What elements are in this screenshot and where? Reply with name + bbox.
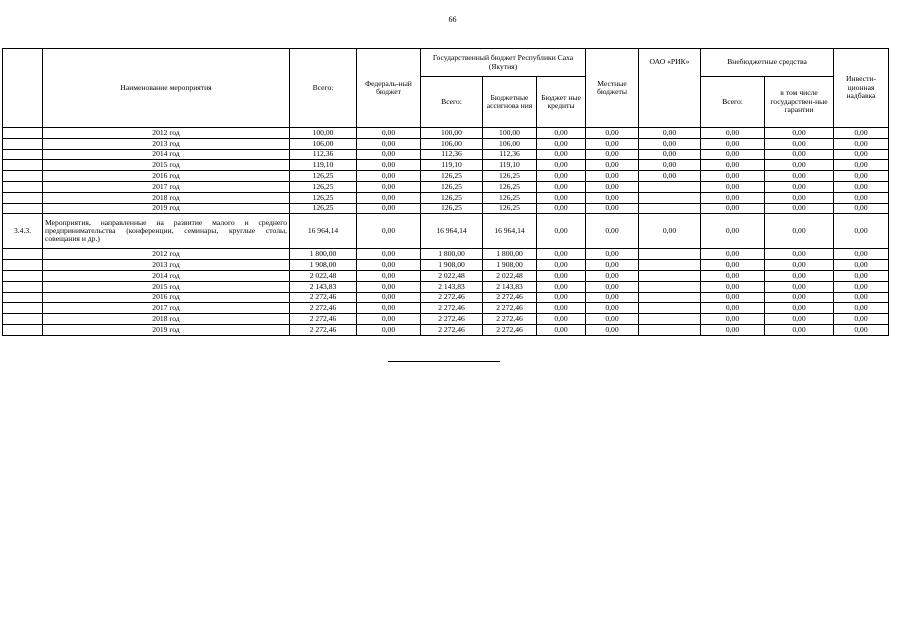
cell-local: 0,00: [586, 171, 639, 182]
cell-state-total: 16 964,14: [421, 214, 483, 249]
page-number: 66: [448, 15, 457, 24]
cell-credits: 0,00: [537, 192, 586, 203]
cell-local: 0,00: [586, 160, 639, 171]
cell-credits: 0,00: [537, 281, 586, 292]
cell-invest: 0,00: [834, 270, 889, 281]
cell-guarantee: 0,00: [765, 138, 834, 149]
cell-invest: 0,00: [834, 292, 889, 303]
cell-assign: 2 143,83: [483, 281, 537, 292]
cell-state-total: 2 272,46: [421, 303, 483, 314]
cell-state-total: 126,25: [421, 181, 483, 192]
cell-total: 2 022,48: [290, 270, 357, 281]
cell-rik: [639, 192, 701, 203]
cell-year: 2012 год: [43, 128, 290, 139]
cell-year: 2018 год: [43, 314, 290, 325]
cell-total: 2 272,46: [290, 292, 357, 303]
cell-year: 2018 год: [43, 192, 290, 203]
cell-federal: 0,00: [357, 249, 421, 260]
cell-local: 0,00: [586, 203, 639, 214]
cell-guarantee: 0,00: [765, 324, 834, 335]
table-row: [3, 149, 889, 160]
cell-guarantee: 0,00: [765, 260, 834, 271]
cell-local: 0,00: [586, 138, 639, 149]
cell-year: 2019 год: [43, 203, 290, 214]
cell-total: 100,00: [290, 128, 357, 139]
cell-federal: 0,00: [357, 324, 421, 335]
cell-state-total: 119,10: [421, 160, 483, 171]
cell-year: 2016 год: [43, 171, 290, 182]
cell-federal: 0,00: [357, 138, 421, 149]
cell-state-total: 100,00: [421, 128, 483, 139]
cell-invest: 0,00: [834, 138, 889, 149]
cell-local: 0,00: [586, 149, 639, 160]
cell-assign: 126,25: [483, 181, 537, 192]
cell-total: 2 272,46: [290, 324, 357, 335]
header-off-guarantee: в том числе государствен-ные гарантии: [765, 77, 834, 128]
header-state-credits: Бюджет ные кредиты: [537, 77, 586, 128]
cell-state-total: 1 800,00: [421, 249, 483, 260]
cell-code: [3, 203, 43, 214]
cell-assign: 1 908,00: [483, 260, 537, 271]
cell-total: 16 964,14: [290, 214, 357, 249]
cell-federal: 0,00: [357, 314, 421, 325]
cell-total: 126,25: [290, 171, 357, 182]
header-rik: ОАО «РИК»: [639, 49, 701, 128]
cell-assign: 2 272,46: [483, 292, 537, 303]
cell-rik: 0,00: [639, 149, 701, 160]
header-offbudget: Внебюджетные средства: [701, 49, 834, 77]
cell-guarantee: 0,00: [765, 270, 834, 281]
cell-total: 112,36: [290, 149, 357, 160]
cell-year: 2019 год: [43, 324, 290, 335]
cell-credits: 0,00: [537, 270, 586, 281]
cell-code: [3, 324, 43, 335]
table-row: [3, 314, 889, 325]
cell-credits: 0,00: [537, 160, 586, 171]
cell-total: 2 272,46: [290, 314, 357, 325]
cell-federal: 0,00: [357, 281, 421, 292]
cell-rik: [639, 270, 701, 281]
cell-off-total: 0,00: [701, 192, 765, 203]
cell-state-total: 112,36: [421, 149, 483, 160]
cell-year: 2017 год: [43, 303, 290, 314]
table-row: [3, 181, 889, 192]
table-row: [3, 324, 889, 335]
cell-assign: 126,25: [483, 171, 537, 182]
cell-invest: 0,00: [834, 324, 889, 335]
cell-assign: 106,00: [483, 138, 537, 149]
cell-state-total: 2 272,46: [421, 292, 483, 303]
cell-code: [3, 314, 43, 325]
cell-credits: 0,00: [537, 303, 586, 314]
cell-assign: 112,36: [483, 149, 537, 160]
table-row: [3, 128, 889, 139]
cell-guarantee: 0,00: [765, 214, 834, 249]
cell-year: 2015 год: [43, 281, 290, 292]
cell-rik: 0,00: [639, 214, 701, 249]
cell-code: [3, 181, 43, 192]
cell-year: 2015 год: [43, 160, 290, 171]
cell-year: 2013 год: [43, 260, 290, 271]
cell-guarantee: 0,00: [765, 292, 834, 303]
cell-invest: 0,00: [834, 203, 889, 214]
header-name: Наименование мероприятия: [43, 49, 290, 128]
cell-year: 2012 год: [43, 249, 290, 260]
cell-total: 1 800,00: [290, 249, 357, 260]
cell-state-total: 126,25: [421, 171, 483, 182]
cell-local: 0,00: [586, 324, 639, 335]
header-state-budget: Государственный бюджет Республики Саха (Якутия): [421, 49, 586, 77]
cell-federal: 0,00: [357, 303, 421, 314]
cell-assign: 119,10: [483, 160, 537, 171]
cell-code: [3, 249, 43, 260]
cell-off-total: 0,00: [701, 203, 765, 214]
table-row: [3, 281, 889, 292]
table-row: [3, 203, 889, 214]
cell-credits: 0,00: [537, 203, 586, 214]
cell-credits: 0,00: [537, 128, 586, 139]
cell-code: [3, 160, 43, 171]
cell-total: 126,25: [290, 203, 357, 214]
cell-year: 2014 год: [43, 270, 290, 281]
cell-assign: 126,25: [483, 192, 537, 203]
cell-off-total: 0,00: [701, 171, 765, 182]
cell-federal: 0,00: [357, 270, 421, 281]
cell-local: 0,00: [586, 214, 639, 249]
cell-guarantee: 0,00: [765, 160, 834, 171]
cell-guarantee: 0,00: [765, 128, 834, 139]
table-row: [3, 171, 889, 182]
header-off-total: Всего:: [701, 77, 765, 128]
cell-credits: 0,00: [537, 324, 586, 335]
cell-off-total: 0,00: [701, 214, 765, 249]
cell-rik: [639, 324, 701, 335]
cell-total: 126,25: [290, 192, 357, 203]
table-row: [3, 303, 889, 314]
cell-credits: 0,00: [537, 314, 586, 325]
cell-federal: 0,00: [357, 171, 421, 182]
cell-assign: 2 272,46: [483, 314, 537, 325]
cell-code: [3, 281, 43, 292]
cell-invest: 0,00: [834, 171, 889, 182]
budget-table: [2, 48, 889, 336]
cell-state-total: 106,00: [421, 138, 483, 149]
cell-local: 0,00: [586, 314, 639, 325]
cell-guarantee: 0,00: [765, 314, 834, 325]
item-code: 3.4.3.: [3, 214, 43, 249]
cell-local: 0,00: [586, 181, 639, 192]
cell-credits: 0,00: [537, 292, 586, 303]
table-row: [3, 249, 889, 260]
cell-code: [3, 192, 43, 203]
cell-invest: 0,00: [834, 149, 889, 160]
cell-rik: [639, 203, 701, 214]
header-federal: Федераль-ный бюджет: [357, 49, 421, 128]
cell-code: [3, 149, 43, 160]
cell-code: [3, 270, 43, 281]
table-row: [3, 138, 889, 149]
cell-federal: 0,00: [357, 203, 421, 214]
cell-off-total: 0,00: [701, 249, 765, 260]
cell-state-total: 2 272,46: [421, 314, 483, 325]
cell-state-total: 2 143,83: [421, 281, 483, 292]
cell-federal: 0,00: [357, 128, 421, 139]
cell-credits: 0,00: [537, 260, 586, 271]
cell-local: 0,00: [586, 249, 639, 260]
item-name: Мероприятия, направленные на развитие малого и среднего предпринимательства (конференции, семинары, круглые столы, совещания и др.): [43, 214, 290, 249]
cell-federal: 0,00: [357, 214, 421, 249]
cell-off-total: 0,00: [701, 303, 765, 314]
cell-off-total: 0,00: [701, 270, 765, 281]
table-row: [3, 192, 889, 203]
cell-invest: 0,00: [834, 281, 889, 292]
cell-rik: 0,00: [639, 138, 701, 149]
cell-off-total: 0,00: [701, 260, 765, 271]
cell-assign: 1 800,00: [483, 249, 537, 260]
cell-code: [3, 171, 43, 182]
cell-total: 119,10: [290, 160, 357, 171]
cell-rik: [639, 303, 701, 314]
cell-federal: 0,00: [357, 181, 421, 192]
cell-guarantee: 0,00: [765, 249, 834, 260]
cell-code: [3, 292, 43, 303]
header-state-total: Всего:: [421, 77, 483, 128]
cell-rik: 0,00: [639, 128, 701, 139]
cell-credits: 0,00: [537, 149, 586, 160]
cell-state-total: 1 908,00: [421, 260, 483, 271]
cell-off-total: 0,00: [701, 149, 765, 160]
cell-local: 0,00: [586, 281, 639, 292]
cell-code: [3, 138, 43, 149]
cell-total: 1 908,00: [290, 260, 357, 271]
cell-rik: [639, 181, 701, 192]
cell-off-total: 0,00: [701, 324, 765, 335]
cell-off-total: 0,00: [701, 138, 765, 149]
cell-guarantee: 0,00: [765, 181, 834, 192]
cell-credits: 0,00: [537, 171, 586, 182]
cell-rik: 0,00: [639, 160, 701, 171]
cell-local: 0,00: [586, 270, 639, 281]
cell-total: 2 272,46: [290, 303, 357, 314]
cell-code: [3, 128, 43, 139]
cell-local: 0,00: [586, 303, 639, 314]
cell-off-total: 0,00: [701, 314, 765, 325]
cell-rik: [639, 249, 701, 260]
cell-year: 2017 год: [43, 181, 290, 192]
cell-rik: [639, 314, 701, 325]
cell-credits: 0,00: [537, 249, 586, 260]
cell-rik: 0,00: [639, 171, 701, 182]
cell-federal: 0,00: [357, 260, 421, 271]
cell-assign: 100,00: [483, 128, 537, 139]
header-invest: Инвести-ционная надбавка: [834, 49, 889, 128]
cell-assign: 2 272,46: [483, 303, 537, 314]
cell-assign: 16 964,14: [483, 214, 537, 249]
cell-off-total: 0,00: [701, 181, 765, 192]
cell-guarantee: 0,00: [765, 149, 834, 160]
cell-guarantee: 0,00: [765, 192, 834, 203]
cell-invest: 0,00: [834, 160, 889, 171]
cell-off-total: 0,00: [701, 281, 765, 292]
cell-assign: 126,25: [483, 203, 537, 214]
table-row: [3, 270, 889, 281]
table-row: [3, 160, 889, 171]
cell-federal: 0,00: [357, 149, 421, 160]
table-body: [3, 128, 889, 336]
cell-invest: 0,00: [834, 303, 889, 314]
cell-guarantee: 0,00: [765, 303, 834, 314]
cell-invest: 0,00: [834, 192, 889, 203]
cell-invest: 0,00: [834, 214, 889, 249]
cell-rik: [639, 260, 701, 271]
cell-rik: [639, 281, 701, 292]
cell-rik: [639, 292, 701, 303]
cell-invest: 0,00: [834, 314, 889, 325]
header-state-assign: Бюджетные ассигнова ния: [483, 77, 537, 128]
cell-code: [3, 303, 43, 314]
cell-invest: 0,00: [834, 249, 889, 260]
cell-state-total: 2 022,48: [421, 270, 483, 281]
cell-invest: 0,00: [834, 128, 889, 139]
table-row-item-3-4-3: [3, 214, 889, 249]
table-header: [3, 49, 889, 128]
header-total: Всего:: [290, 49, 357, 128]
cell-credits: 0,00: [537, 214, 586, 249]
cell-off-total: 0,00: [701, 292, 765, 303]
cell-invest: 0,00: [834, 260, 889, 271]
cell-state-total: 126,25: [421, 192, 483, 203]
cell-invest: 0,00: [834, 181, 889, 192]
cell-local: 0,00: [586, 128, 639, 139]
header-local: Местные бюджеты: [586, 49, 639, 128]
cell-state-total: 126,25: [421, 203, 483, 214]
header-code: [3, 49, 43, 128]
cell-year: 2014 год: [43, 149, 290, 160]
cell-credits: 0,00: [537, 181, 586, 192]
cell-guarantee: 0,00: [765, 171, 834, 182]
cell-guarantee: 0,00: [765, 281, 834, 292]
table-row: [3, 292, 889, 303]
cell-federal: 0,00: [357, 192, 421, 203]
cell-state-total: 2 272,46: [421, 324, 483, 335]
cell-federal: 0,00: [357, 160, 421, 171]
end-divider: [388, 361, 500, 362]
cell-assign: 2 022,48: [483, 270, 537, 281]
cell-total: 126,25: [290, 181, 357, 192]
cell-year: 2013 год: [43, 138, 290, 149]
cell-year: 2016 год: [43, 292, 290, 303]
cell-code: [3, 260, 43, 271]
cell-assign: 2 272,46: [483, 324, 537, 335]
cell-local: 0,00: [586, 260, 639, 271]
cell-credits: 0,00: [537, 138, 586, 149]
cell-federal: 0,00: [357, 292, 421, 303]
cell-off-total: 0,00: [701, 160, 765, 171]
cell-off-total: 0,00: [701, 128, 765, 139]
cell-local: 0,00: [586, 292, 639, 303]
table-row: [3, 260, 889, 271]
cell-total: 2 143,83: [290, 281, 357, 292]
cell-guarantee: 0,00: [765, 203, 834, 214]
cell-local: 0,00: [586, 192, 639, 203]
cell-total: 106,00: [290, 138, 357, 149]
